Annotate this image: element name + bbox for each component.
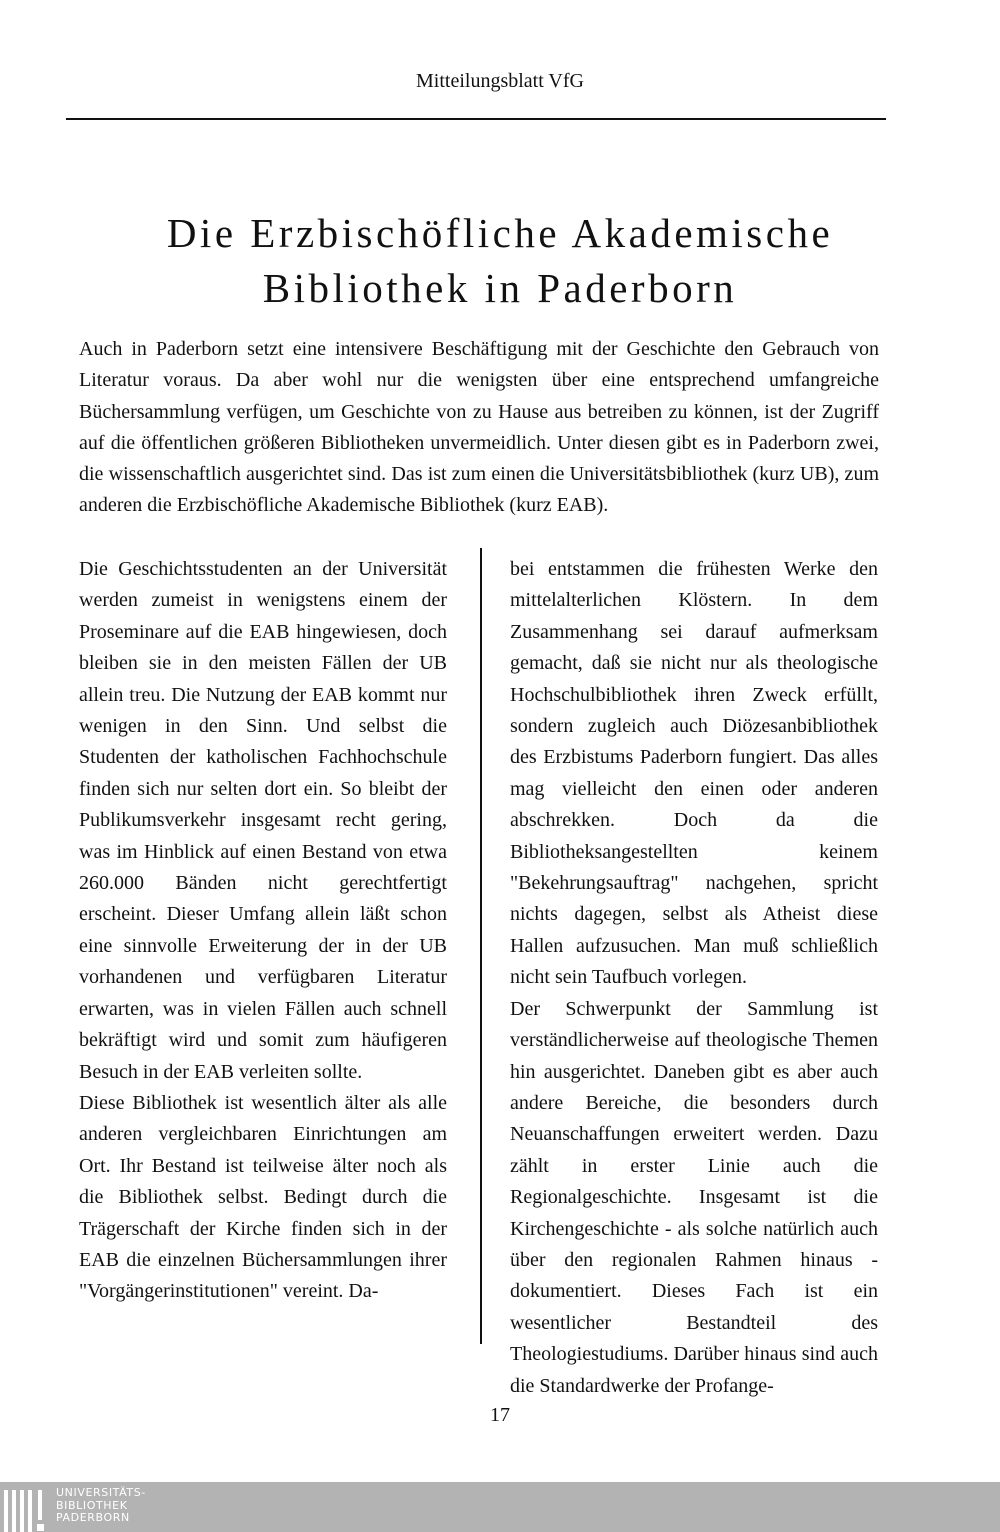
- article-title-line-1: Die Erzbischöfliche Akademische: [166, 210, 834, 256]
- right-paragraph-2: Der Schwerpunkt der Sammlung ist verständlicherweise auf theologische Themen hin ausgerichtet. Daneben gibt es aber auch andere Bereiche, die besonders durch Neuanschaffungen erweitert werden. Dazu zählt in erster Linie auch die Regionalgeschichte. Insgesamt ist die Kirchengeschichte - als solche natürlich auch über den regionalen Rahmen hinaus - dokumentiert. Dieses Fach ist ein wesentlicher Bestandteil des Theologiestudiums. Darüber hinaus sind auch die Standardwerke der Profange-: [510, 997, 878, 1397]
- article-title: [0, 206, 1000, 316]
- page-number: 17: [490, 1404, 510, 1426]
- left-paragraph-2: Diese Bibliothek ist wesentlich älter als alle anderen vergleichbaren Einrichtungen am Ort. Ihr Bestand ist teilweise älter noch als die Bibliothek selbst. Bedingt durch die Trägerschaft der Kirche finden sich in der EAB die einzelnen Büchersammlungen ihrer "Vorgängerinstitutionen" vereint. Da-: [79, 1091, 447, 1303]
- column-divider: [480, 548, 482, 1344]
- logo-line-1: UNIVERSITÄTS-: [56, 1486, 146, 1499]
- header-rule: [66, 118, 886, 120]
- library-footer-bar: [0, 1482, 1000, 1532]
- article-title-line-2: Bibliothek in Paderborn: [262, 265, 738, 311]
- logo-line-3: PADERBORN: [56, 1511, 130, 1524]
- library-logo-icon: [4, 1486, 48, 1532]
- right-column: [510, 554, 878, 1402]
- right-paragraph-1: bei entstammen die frühesten Werke den mittelalterlichen Klöstern. In dem Zusammenhang sei darauf aufmerksam gemacht, daß sie nicht nur als theologische Hochschulbibliothek ihren Zweck erfüllt, sondern zugleich auch Diözesanbibliothek des Erzbistums Paderborn fungiert. Das alles mag vielleicht den einen oder anderen abschrekken. Doch da die Bibliotheksangestellten keinem "Bekehrungsauftrag" nachgehen, spricht nichts dagegen, selbst als Atheist diese Hallen aufzusuchen. Man muß schließlich nicht sein Taufbuch vorlegen.: [510, 558, 878, 989]
- running-head: Mitteilungsblatt VfG: [416, 70, 584, 92]
- lead-paragraph: Auch in Paderborn setzt eine intensivere Beschäftigung mit der Geschichte den Gebrauch von Literatur voraus. Da aber wohl nur die wenigsten über eine entsprechend umfangreiche Büchersammlung verfügen, um Geschichte von zu Hause aus betreiben zu können, ist der Zugriff auf die öffentlichen größeren Bibliotheken unvermeidlich. Unter diesen gibt es in Paderborn zwei, die wissenschaftlich ausgerichtet sind. Das ist zum einen die Universitätsbibliothek (kurz UB), zum anderen die Erzbischöfliche Akademische Bibliothek (kurz EAB).: [79, 338, 879, 517]
- left-column: [79, 554, 447, 1308]
- library-logo-text: [56, 1487, 146, 1525]
- left-paragraph-1: Die Geschichtsstudenten an der Universität werden zumeist in wenigstens einem der Proseminare auf die EAB hingewiesen, doch bleiben sie in den meisten Fällen der UB allein treu. Die Nutzung der EAB kommt nur wenigen in den Sinn. Und selbst die Studenten der katholischen Fachhochschule finden sich nur selten dort ein. So bleibt der Publikumsverkehr insgesamt recht gering, was im Hinblick auf einen Bestand von etwa 260.000 Bänden nicht gerechtfertigt erscheint. Dieser Umfang allein läßt schon eine sinnvolle Erweiterung der in der UB vorhandenen und verfügbaren Literatur erwarten, was in vielen Fällen auch schnell bekräftigt wird und somit zum häufigeren Besuch in der EAB verleiten sollte.: [79, 558, 447, 1083]
- logo-line-2: BIBLIOTHEK: [56, 1498, 128, 1512]
